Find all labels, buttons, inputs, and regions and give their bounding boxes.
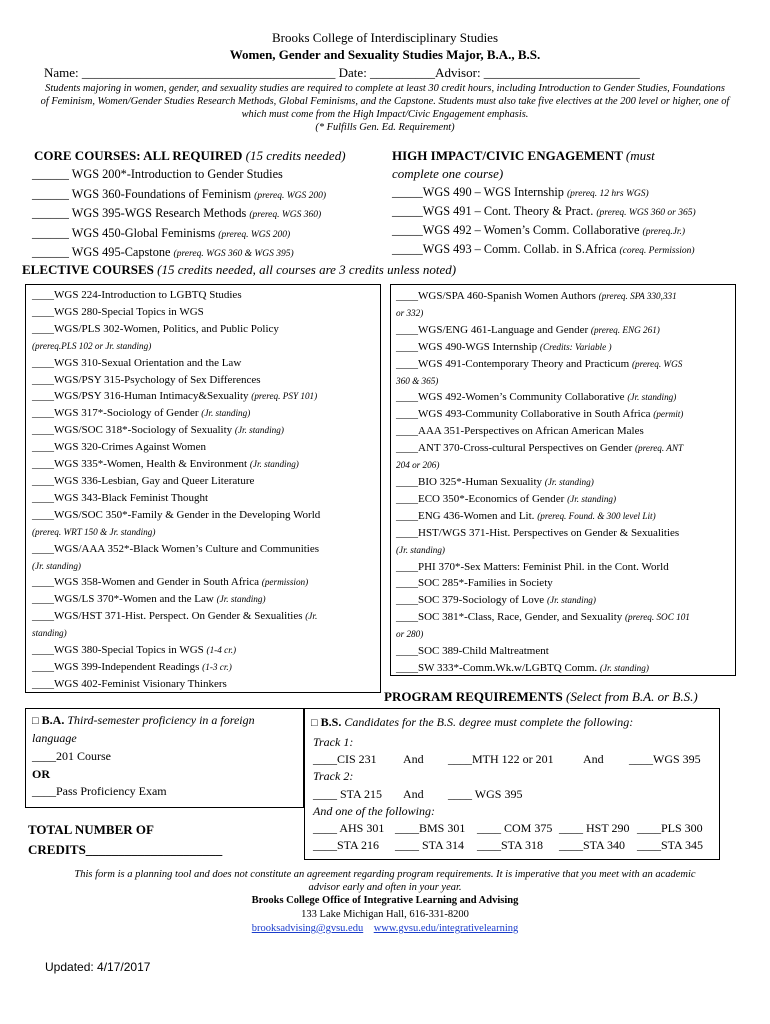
elective-course-name: ____PHI 370*-Sex Matters: Feminist Phil. in the Cont. World: [396, 560, 669, 573]
bs-elective-course[interactable]: ____ AHS 301: [313, 821, 385, 835]
gen-ed-note: (* Fulfills Gen. Ed. Requirement): [315, 122, 455, 133]
elective-course-row[interactable]: [396, 592, 690, 609]
core-course-prereq: (prereq. WGS 360): [249, 210, 322, 220]
ba-option-line: [32, 713, 255, 728]
elective-course-prereq: (Jr. standing): [201, 408, 251, 419]
high-impact-course-name: _____WGS 490 – WGS Internship: [392, 185, 564, 199]
core-course-row[interactable]: [32, 205, 321, 223]
course-blank[interactable]: ______: [32, 186, 69, 201]
elective-course-prereq: (1-3 cr.): [202, 661, 232, 672]
bs-elective-course[interactable]: ____STA 345: [637, 838, 704, 852]
elective-course-name: ____WGS 490-WGS Internship: [396, 340, 538, 353]
core-course-name: WGS 495-Capstone: [71, 245, 171, 259]
intro-paragraph: [40, 82, 730, 134]
ba-checkbox[interactable]: □: [32, 715, 39, 727]
bs-elective-course[interactable]: ____ STA 314: [395, 838, 465, 852]
office-name: Brooks College Office of Integrative Learning and Advising: [251, 895, 519, 906]
high-impact-course-prereq: (coreq. Permission): [619, 246, 695, 256]
core-subtitle: (15 credits needed): [245, 148, 346, 163]
bs-elective-course[interactable]: ____STA 318: [477, 838, 544, 852]
elective-course-row: [32, 524, 320, 541]
elective-course-name: ____WGS 492-Women’s Community Collaborative: [396, 391, 625, 404]
elective-course-name: ____SOC 285*-Families in Society: [396, 577, 553, 590]
elective-course-name: ____WGS 343-Black Feminist Thought: [32, 491, 209, 504]
elective-course-name: ____WGS/HST 371-Hist. Perspect. On Gender & Sexualities: [32, 610, 303, 623]
elective-course-row[interactable]: [32, 439, 320, 456]
elective-course-name: ____WGS 224-Introduction to LGBTQ Studies: [32, 289, 242, 301]
high-impact-course-row[interactable]: [392, 241, 695, 259]
elective-course-prereq: (Jr. standing): [567, 493, 617, 504]
updated-date: Updated: 4/17/2017: [45, 960, 151, 974]
elective-course-name: ____WGS/PSY 316-Human Intimacy&Sexuality: [32, 390, 249, 403]
ba-description: Third-semester proficiency in a foreign: [67, 713, 255, 727]
elective-course-row[interactable]: [32, 388, 320, 405]
elective-course-row[interactable]: [396, 643, 690, 660]
elective-course-name: ____WGS 335*-Women, Health & Environment: [32, 458, 248, 471]
elective-course-name: ____WGS/PSY 315-Psychology of Sex Differences: [32, 373, 261, 386]
elective-course-name: ____WGS 399-Independent Readings: [32, 660, 200, 673]
bs-label: B.S.: [320, 715, 342, 729]
bs-elective-course[interactable]: ____PLS 300: [637, 821, 703, 835]
elective-course-row[interactable]: [396, 491, 690, 508]
elective-courses-heading: [22, 262, 456, 278]
bs-elective-course[interactable]: ____ HST 290: [559, 821, 630, 835]
elective-course-name: ____BIO 325*-Human Sexuality: [396, 475, 543, 488]
bs-elective-course[interactable]: ____STA 340: [559, 838, 626, 852]
elective-list-right: [396, 288, 690, 677]
core-course-name: WGS 360-Foundations of Feminism: [71, 186, 252, 201]
core-course-prereq: (prereq. WGS 360 & WGS 395): [173, 249, 294, 259]
elective-course-row[interactable]: [32, 355, 320, 372]
track1-and-2: And: [583, 752, 604, 766]
elective-course-name: ____WGS 402-Feminist Visionary Thinkers: [32, 677, 227, 690]
elective-course-prereq: or 332): [396, 307, 424, 318]
total-credits-field[interactable]: CREDITS_____________________: [28, 842, 223, 857]
elective-course-row[interactable]: [396, 322, 690, 339]
course-blank[interactable]: ______: [32, 225, 69, 240]
core-course-row[interactable]: [32, 166, 283, 184]
high-impact-subtitle-line2: complete one course): [392, 166, 504, 181]
elective-course-prereq: (prereq. PSY 101): [251, 391, 318, 402]
elective-course-name: ____SW 333*-Comm.Wk.w/LGBTQ Comm.: [396, 661, 598, 674]
elective-course-row: [32, 338, 320, 355]
elective-course-row[interactable]: [396, 356, 690, 373]
elective-course-prereq: standing): [32, 628, 67, 639]
elective-course-prereq: (permit): [653, 409, 684, 420]
intro-text: Students majoring in women, gender, and sexuality studies are required to complete at least 30 credit hours, including Introduction to Gender Studies, Foundations of Feminism, Women/Gender Studies Research Methods, Global Feminisms, and the Capstone. Students must also take five electives at the 200 level or higher, one of which must come from the High Impact/Civic Engagement emphasis.: [40, 83, 730, 120]
elective-course-name: ____HST/WGS 371-Hist. Perspectives on Gender & Sexualities: [396, 526, 680, 539]
elective-course-name: ____WGS 358-Women and Gender in South Africa: [32, 576, 260, 589]
track2-wgs395[interactable]: ____ WGS 395: [448, 787, 523, 801]
elective-course-prereq: (prereq. SPA 330,331: [598, 291, 677, 301]
elective-course-prereq: (1-4 cr.): [206, 645, 237, 656]
elective-course-row[interactable]: [396, 559, 690, 576]
core-courses-heading: [34, 148, 346, 164]
core-course-prereq: (prereq. WGS 200): [218, 229, 291, 240]
track1-cis231[interactable]: ____CIS 231: [313, 752, 377, 766]
high-impact-course-row[interactable]: [392, 222, 685, 240]
bs-elective-course[interactable]: ____BMS 301: [395, 821, 466, 835]
elective-course-row[interactable]: [32, 507, 320, 524]
core-course-name: WGS 450-Global Feminisms: [71, 225, 216, 240]
ba-proficiency-exam[interactable]: ____Pass Proficiency Exam: [32, 784, 167, 798]
elective-course-prereq: (permission): [261, 577, 309, 588]
elective-course-prereq: (Jr. standing): [546, 595, 596, 606]
core-course-name: WGS 395-WGS Research Methods: [71, 206, 247, 220]
program-subtitle: (Select from B.A. or B.S.): [566, 689, 698, 704]
high-impact-course-row[interactable]: [392, 184, 649, 202]
elective-course-row[interactable]: [396, 406, 690, 423]
office-address: 133 Lake Michigan Hall, 616-331-8200: [301, 909, 469, 920]
name-date-advisor-line[interactable]: Name: _______________________________________ Date: __________Advisor: ________________________: [44, 65, 640, 80]
elective-course-row[interactable]: [32, 321, 320, 338]
core-course-prereq: (prereq. WGS 200): [254, 190, 327, 201]
high-impact-heading: [392, 148, 655, 164]
elective-course-name: ____WGS 336-Lesbian, Gay and Queer Literature: [32, 474, 255, 487]
elective-course-prereq: (Jr.: [305, 611, 318, 622]
elective-course-row[interactable]: [396, 575, 690, 592]
elective-course-prereq: (prereq. SOC 101: [625, 612, 690, 623]
core-title: CORE COURSES: ALL REQUIRED: [34, 148, 243, 163]
elective-course-row: [396, 305, 690, 322]
elective-course-name: ____WGS 317*-Sociology of Gender: [32, 407, 199, 420]
core-course-name: WGS 200*-Introduction to Gender Studies: [71, 167, 283, 181]
elective-course-prereq: 204 or 206): [396, 460, 440, 471]
elective-course-row[interactable]: [396, 609, 690, 626]
elective-course-row[interactable]: [396, 508, 690, 525]
elective-course-name: ____ECO 350*-Economics of Gender: [396, 492, 565, 505]
track2-and: And: [403, 787, 424, 801]
course-blank[interactable]: ______: [32, 245, 69, 259]
high-impact-title: HIGH IMPACT/CIVIC ENGAGEMENT: [392, 148, 623, 163]
elective-course-row: [32, 558, 320, 575]
elective-course-row[interactable]: [396, 660, 690, 677]
elective-course-row[interactable]: [32, 642, 320, 659]
elective-course-name: ____WGS 380-Special Topics in WGS: [32, 644, 204, 657]
one-of-following: And one of the following:: [313, 804, 435, 818]
program-title: Women, Gender and Sexuality Studies Major, B.A., B.S.: [229, 47, 541, 62]
elective-box-left: [25, 284, 381, 693]
high-impact-subtitle: (must: [625, 148, 655, 163]
elective-course-name: ____WGS/AAA 352*-Black Women’s Culture and Communities: [32, 542, 320, 555]
contact-links: [0, 922, 770, 935]
elective-course-name: ____WGS 320-Crimes Against Women: [32, 441, 206, 454]
elective-course-row[interactable]: [32, 304, 320, 321]
ba-or: OR: [32, 767, 50, 781]
elective-course-name: ____ANT 370-Cross-cultural Perspectives on Gender: [396, 442, 633, 455]
elective-course-prereq: 360 & 365): [396, 375, 439, 386]
elective-course-name: ____WGS 280-Special Topics in WGS: [32, 305, 204, 318]
elective-course-prereq: (prereq. WGS: [631, 358, 683, 369]
elective-course-prereq: (prereq. Found. & 300 level Lit): [537, 510, 656, 521]
elective-course-prereq: (prereq.PLS 102 or Jr. standing): [32, 340, 152, 351]
core-course-row[interactable]: [32, 225, 290, 243]
elective-course-name: ____WGS/LS 370*-Women and the Law: [32, 593, 214, 606]
ba-201-course[interactable]: ____201 Course: [32, 749, 111, 763]
elective-course-row[interactable]: [32, 608, 320, 625]
elective-course-row[interactable]: [32, 574, 320, 591]
elective-course-name: ____ENG 436-Women and Lit.: [396, 509, 535, 522]
elective-course-name: ____WGS/ENG 461-Language and Gender: [396, 323, 589, 336]
bs-elective-course[interactable]: ____STA 216: [313, 838, 380, 852]
elective-course-name: ____WGS/SOC 350*-Family & Gender in the Developing World: [32, 508, 321, 521]
elective-course-row: [396, 626, 690, 643]
elective-course-row[interactable]: [396, 423, 690, 440]
elective-course-row[interactable]: [32, 405, 320, 422]
elective-course-prereq: (Jr. standing): [396, 544, 445, 555]
high-impact-course-name: _____WGS 491 – Cont. Theory & Pract.: [392, 204, 594, 218]
high-impact-course-prereq: (prereq. WGS 360 or 365): [596, 208, 696, 218]
elective-course-row[interactable]: [32, 541, 320, 558]
elective-subtitle: (15 credits needed, all courses are 3 credits unless noted): [157, 262, 457, 277]
track1-mth[interactable]: ____MTH 122 or 201: [448, 752, 554, 766]
high-impact-course-row[interactable]: [392, 203, 696, 221]
core-course-row[interactable]: [32, 244, 294, 262]
high-impact-course-prereq: (prereq. 12 hrs WGS): [567, 189, 649, 199]
track2-sta215[interactable]: ____ STA 215: [313, 787, 383, 801]
elective-course-row: [396, 542, 690, 559]
course-blank[interactable]: ______: [32, 206, 69, 220]
elective-course-row[interactable]: [32, 659, 320, 676]
bs-box: [304, 708, 720, 860]
elective-course-prereq: (prereq. ANT: [635, 443, 684, 454]
elective-box-right: [390, 284, 736, 676]
elective-course-name: ____WGS 491-Contemporary Theory and Practicum: [396, 357, 630, 370]
track1-and-1: And: [403, 752, 424, 766]
elective-course-prereq: (Jr. standing): [32, 560, 81, 571]
elective-course-row[interactable]: [396, 288, 690, 305]
elective-course-row: [396, 457, 690, 474]
elective-course-prereq: (Jr. standing): [216, 594, 266, 605]
elective-course-name: ____WGS 310-Sexual Orientation and the Law: [32, 356, 242, 369]
elective-course-prereq: (prereq. ENG 261): [590, 324, 660, 335]
elective-course-name: ____SOC 379-Sociology of Love: [396, 594, 545, 607]
elective-course-name: ____SOC 389-Child Maltreatment: [396, 645, 549, 658]
program-requirements-heading: [384, 689, 698, 705]
email-link[interactable]: brooksadvising@gvsu.edu: [251, 923, 364, 934]
elective-course-prereq: (Jr. standing): [234, 425, 284, 436]
elective-course-row[interactable]: [396, 389, 690, 406]
elective-course-prereq: or 280): [396, 629, 424, 640]
high-impact-course-prereq: (prereq.Jr.): [642, 227, 686, 237]
disclaimer: [0, 868, 770, 894]
elective-course-row[interactable]: [32, 456, 320, 473]
elective-course-row[interactable]: [32, 473, 320, 490]
high-impact-course-name: _____WGS 493 – Comm. Collab. in S.Africa: [392, 242, 617, 256]
elective-course-row[interactable]: [32, 490, 320, 507]
elective-course-row[interactable]: [396, 474, 690, 491]
elective-course-row[interactable]: [32, 676, 320, 693]
elective-course-prereq: (Credits: Variable ): [539, 341, 612, 352]
elective-course-row[interactable]: [396, 339, 690, 356]
elective-course-name: ____WGS/SOC 318*-Sociology of Sexuality: [32, 424, 233, 437]
course-blank[interactable]: ______: [32, 167, 69, 181]
track1-wgs395[interactable]: ____WGS 395: [629, 752, 701, 766]
elective-course-name: ____SOC 381*-Class, Race, Gender, and Sexuality: [396, 611, 623, 624]
elective-course-row: [396, 373, 690, 390]
elective-course-row[interactable]: [32, 372, 320, 389]
elective-course-name: ____WGS/PLS 302-Women, Politics, and Public Policy: [32, 322, 279, 335]
ba-label: B.A.: [41, 713, 65, 727]
elective-course-prereq: (Jr. standing): [599, 662, 649, 673]
elective-course-name: ____AAA 351-Perspectives on African American Males: [396, 425, 644, 438]
elective-course-prereq: (Jr. standing): [627, 392, 677, 403]
elective-course-name: ____WGS 493-Community Collaborative in South Africa: [396, 408, 651, 421]
high-impact-course-name: _____WGS 492 – Women’s Comm. Collaborative: [392, 223, 640, 237]
bs-description: Candidates for the B.S. degree must complete the following:: [344, 715, 634, 729]
elective-course-row[interactable]: [32, 287, 320, 304]
elective-course-prereq: (prereq. WRT 150 & Jr. standing): [32, 526, 156, 537]
track2-label: Track 2:: [313, 769, 354, 783]
bs-elective-course[interactable]: ____ COM 375: [477, 821, 553, 835]
total-credits-label: TOTAL NUMBER OF: [28, 822, 154, 837]
elective-title: ELECTIVE COURSES: [22, 262, 154, 277]
ba-description-line2: language: [32, 731, 77, 745]
elective-course-row[interactable]: [32, 422, 320, 439]
elective-course-row[interactable]: [396, 440, 690, 457]
track1-label: Track 1:: [313, 735, 354, 749]
bs-option-line: [311, 715, 633, 730]
bs-checkbox[interactable]: □: [311, 717, 318, 729]
college-title: Brooks College of Interdisciplinary Studies: [271, 30, 499, 45]
elective-course-prereq: (Jr. standing): [544, 476, 594, 487]
elective-course-row[interactable]: [32, 591, 320, 608]
ba-box: [25, 708, 304, 808]
program-title-text: PROGRAM REQUIREMENTS: [384, 689, 563, 704]
website-link[interactable]: www.gvsu.edu/integrativelearning: [373, 923, 519, 934]
elective-course-row: [32, 625, 320, 642]
elective-course-row[interactable]: [396, 525, 690, 542]
elective-list-left: [32, 287, 320, 693]
disclaimer-line2: advisor early and often in your year.: [308, 882, 462, 893]
disclaimer-line1: This form is a planning tool and does not constitute an agreement regarding program requirements. It is imperative that you meet with an academic: [74, 869, 696, 880]
elective-course-name: ____WGS/SPA 460-Spanish Women Authors: [396, 290, 596, 302]
elective-course-prereq: (Jr. standing): [249, 459, 299, 470]
core-course-row[interactable]: [32, 186, 326, 204]
